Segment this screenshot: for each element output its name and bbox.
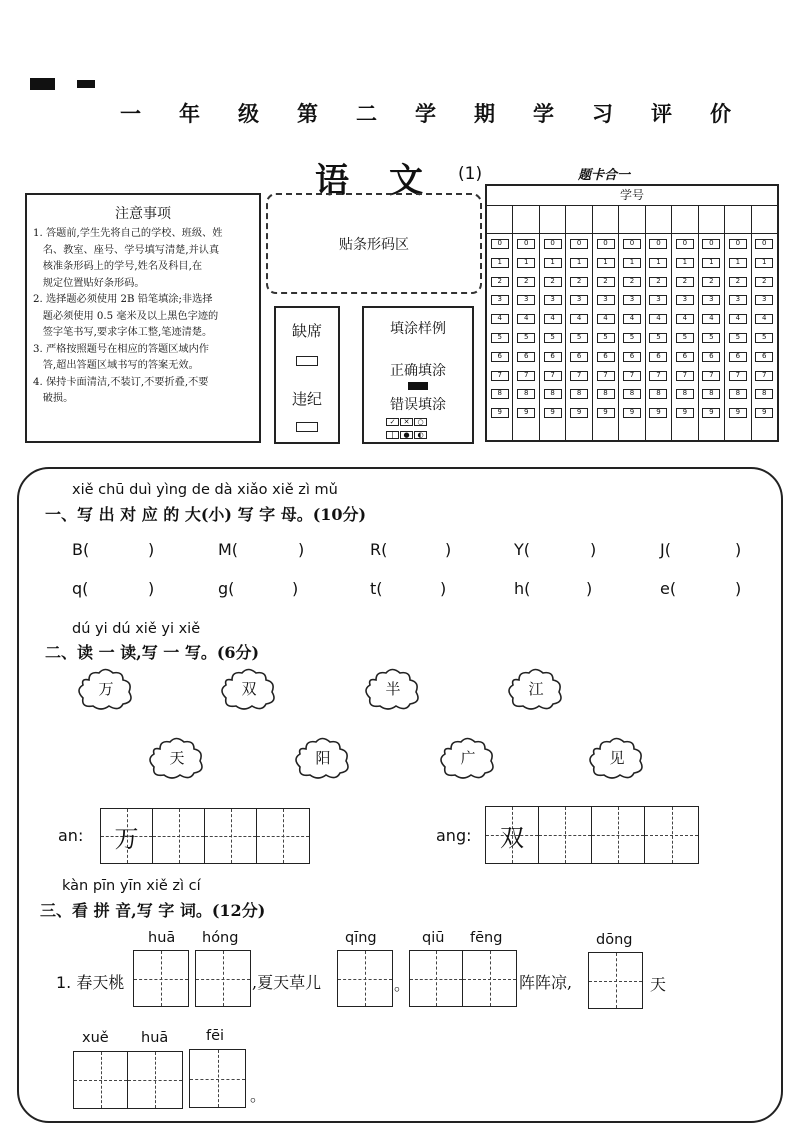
id-bubble-column <box>646 234 672 440</box>
id-bubble-column <box>752 234 777 440</box>
id-digit-bubble[interactable]: 3 <box>623 295 641 305</box>
writing-cell[interactable] <box>128 1052 182 1108</box>
id-digit-bubble[interactable]: 3 <box>597 295 615 305</box>
q1-item: J( <box>660 540 671 559</box>
student-id-grid <box>485 184 779 442</box>
writing-grid-xuehua <box>73 1051 183 1109</box>
cloud-char: 见 <box>609 749 625 767</box>
q1-item: e( <box>660 579 677 598</box>
q1-item: Y( <box>514 540 531 559</box>
id-bubble-column <box>566 234 592 440</box>
id-digit-bubble[interactable]: 9 <box>570 408 588 418</box>
writing-cell[interactable] <box>338 951 392 1006</box>
q3-text: ,夏天草儿 <box>252 973 322 992</box>
id-digit-bubble[interactable]: 3 <box>544 295 562 305</box>
id-digit-bubble[interactable]: 0 <box>597 239 615 249</box>
correct-fill-mark <box>408 382 428 390</box>
student-id-title: 学号 <box>487 186 777 206</box>
corner-mark-left <box>30 78 55 90</box>
sample-title: 填涂样例 <box>390 321 446 337</box>
pinyin-hint: dōng <box>596 932 633 948</box>
notice-line: 3. 严格按照题号在相应的答题区域内作 <box>33 343 209 355</box>
writing-grid-qiufeng <box>409 950 517 1007</box>
id-digit-bubble[interactable]: 3 <box>517 295 535 305</box>
pinyin-hint: fēi <box>206 1028 225 1044</box>
notice-line: 破损。 <box>33 393 74 404</box>
id-digit-bubble[interactable]: 1 <box>676 258 694 268</box>
writing-cell[interactable] <box>74 1052 128 1108</box>
cloud-card <box>146 737 208 779</box>
id-digit-bubble[interactable]: 9 <box>544 408 562 418</box>
id-digit-bubble[interactable]: 6 <box>491 352 509 362</box>
correct-fill-label: 正确填涂 <box>390 363 446 379</box>
id-bubble-column <box>672 234 698 440</box>
q1-item: B( <box>72 540 90 559</box>
pinyin-hint: fēng <box>470 930 503 946</box>
half-mark-icon: ◐ <box>414 431 427 439</box>
pinyin-hint: huā <box>141 1030 169 1046</box>
id-digit-bubble[interactable]: 8 <box>649 389 667 399</box>
id-bubble-column <box>513 234 539 440</box>
id-digit-bubble[interactable]: 9 <box>702 408 720 418</box>
id-digit-bubble[interactable]: 4 <box>649 314 667 324</box>
id-digit-bubble[interactable]: 5 <box>755 333 773 343</box>
id-digit-bubble[interactable]: 1 <box>570 258 588 268</box>
id-digit-bubble[interactable]: 3 <box>676 295 694 305</box>
wrong-fill-label: 错误填涂 <box>390 397 446 413</box>
id-digit-bubble[interactable]: 8 <box>676 389 694 399</box>
id-digit-bubble[interactable]: 9 <box>623 408 641 418</box>
id-digit-bubble[interactable]: 1 <box>649 258 667 268</box>
cloud-card <box>362 668 424 710</box>
q2-pinyin: dú yi dú xiě yi xiě <box>72 621 201 637</box>
id-digit-bubble[interactable]: 0 <box>649 239 667 249</box>
id-bubble-column <box>699 234 725 440</box>
writing-cell: 双 <box>486 807 539 863</box>
id-digit-bubble[interactable]: 1 <box>623 258 641 268</box>
id-digit-bubble[interactable]: 7 <box>597 371 615 381</box>
q1-close: ) <box>292 579 299 598</box>
barcode-label: 贴条形码区 <box>339 236 409 253</box>
id-write-cell[interactable] <box>725 206 751 233</box>
cloud-card <box>292 737 354 779</box>
violation-label: 违纪 <box>291 390 322 408</box>
id-digit-bubble[interactable]: 5 <box>702 333 720 343</box>
id-digit-bubble[interactable]: 9 <box>676 408 694 418</box>
writing-cell[interactable] <box>190 1050 245 1107</box>
id-digit-bubble[interactable]: 8 <box>544 389 562 399</box>
q1-item: g( <box>218 579 235 598</box>
an-writing-grid <box>100 808 310 864</box>
id-write-cell[interactable] <box>752 206 777 233</box>
cloud-char: 半 <box>385 680 401 698</box>
subject-number: (1) <box>458 164 483 184</box>
q1-close: ) <box>298 540 305 559</box>
id-digit-bubble[interactable]: 7 <box>676 371 694 381</box>
writing-cell[interactable] <box>205 809 257 863</box>
notice-line: 规定位置贴好条形码。 <box>33 277 145 289</box>
absent-checkbox[interactable] <box>296 356 318 366</box>
q1-close: ) <box>586 579 593 598</box>
id-digit-bubble[interactable]: 1 <box>597 258 615 268</box>
id-digit-bubble[interactable]: 8 <box>755 389 773 399</box>
id-digit-bubble[interactable]: 4 <box>491 314 509 324</box>
id-bubble-column <box>487 234 513 440</box>
pinyin-hint: huā <box>148 930 176 946</box>
id-write-cell[interactable] <box>619 206 645 233</box>
id-digit-bubble[interactable]: 9 <box>649 408 667 418</box>
q1-item: R( <box>370 540 388 559</box>
writing-cell[interactable] <box>134 951 188 1006</box>
q3-text: 。 <box>250 1086 267 1105</box>
id-digit-bubble[interactable]: 8 <box>623 389 641 399</box>
cloud-char: 江 <box>528 680 544 698</box>
cloud-card <box>75 668 137 710</box>
id-digit-bubble[interactable]: 7 <box>570 371 588 381</box>
writing-cell[interactable] <box>589 953 642 1008</box>
absence-box <box>274 306 340 444</box>
id-digit-bubble[interactable]: 6 <box>702 352 720 362</box>
id-digit-bubble[interactable]: 9 <box>517 408 535 418</box>
id-bubble-column <box>725 234 751 440</box>
barcode-area[interactable] <box>266 193 482 294</box>
id-digit-bubble[interactable]: 1 <box>544 258 562 268</box>
id-write-cell[interactable] <box>672 206 698 233</box>
id-digit-bubble[interactable]: 0 <box>755 239 773 249</box>
writing-cell[interactable] <box>257 809 309 863</box>
id-write-cell[interactable] <box>566 206 592 233</box>
cloud-char: 双 <box>241 680 257 698</box>
id-digit-bubble[interactable]: 4 <box>597 314 615 324</box>
pinyin-hint: qīng <box>345 930 377 946</box>
writing-grid-hua <box>133 950 189 1007</box>
id-digit-bubble[interactable]: 8 <box>702 389 720 399</box>
q3-text: 天 <box>650 975 667 994</box>
wrong-fill-examples-2 <box>386 427 428 443</box>
q1-title: 一、写 出 对 应 的 大(小) 写 字 母。(10分) <box>45 505 367 524</box>
cloud-char: 万 <box>98 680 114 698</box>
ang-label: ang: <box>436 826 472 845</box>
id-digit-bubble[interactable]: 5 <box>649 333 667 343</box>
id-digit-bubble[interactable]: 0 <box>729 239 747 249</box>
q3-title: 三、看 拼 音,写 字 词。(12分) <box>40 901 266 920</box>
notice-line: 1. 答题前,学生先将自己的学校、班级、姓 <box>33 228 223 239</box>
q1-close: ) <box>148 540 155 559</box>
id-digit-bubble[interactable]: 6 <box>544 352 562 362</box>
id-bubble-column <box>593 234 619 440</box>
circle-mark-icon: ○ <box>414 418 427 426</box>
id-digit-bubble[interactable]: 5 <box>517 333 535 343</box>
writing-grid-dong <box>588 952 643 1009</box>
writing-cell[interactable] <box>196 951 250 1006</box>
dot-mark-icon: ● <box>400 431 413 439</box>
student-id-write-row <box>487 206 777 234</box>
notice-line: 签字笔书写,要求字体工整,笔迹清楚。 <box>33 327 213 338</box>
id-digit-bubble[interactable]: 4 <box>702 314 720 324</box>
pinyin-hint: hóng <box>202 930 239 946</box>
q1-item: h( <box>514 579 531 598</box>
id-digit-bubble[interactable]: 8 <box>597 389 615 399</box>
id-digit-bubble[interactable]: 3 <box>702 295 720 305</box>
cloud-card <box>437 737 499 779</box>
writing-cell[interactable] <box>592 807 645 863</box>
id-digit-bubble[interactable]: 9 <box>597 408 615 418</box>
id-digit-bubble[interactable]: 8 <box>491 389 509 399</box>
cloud-char: 广 <box>460 749 476 767</box>
q1-close: ) <box>735 579 742 598</box>
id-write-cell[interactable] <box>593 206 619 233</box>
an-label: an: <box>58 826 84 845</box>
writing-cell[interactable] <box>410 951 463 1006</box>
q1-item: t( <box>370 579 383 598</box>
check-mark-icon: ✓ <box>386 418 399 426</box>
id-digit-bubble[interactable]: 5 <box>544 333 562 343</box>
id-digit-bubble[interactable]: 7 <box>729 371 747 381</box>
id-digit-bubble[interactable]: 8 <box>517 389 535 399</box>
id-digit-bubble[interactable]: 0 <box>702 239 720 249</box>
notice-box <box>25 193 261 443</box>
id-write-cell[interactable] <box>540 206 566 233</box>
writing-cell[interactable] <box>539 807 592 863</box>
id-digit-bubble[interactable]: 8 <box>570 389 588 399</box>
id-digit-bubble[interactable]: 9 <box>755 408 773 418</box>
student-id-bubbles <box>487 234 777 440</box>
id-digit-bubble[interactable]: 4 <box>517 314 535 324</box>
id-digit-bubble[interactable]: 0 <box>623 239 641 249</box>
id-digit-bubble[interactable]: 6 <box>517 352 535 362</box>
q1-pinyin: xiě chū duì yìng de dà xiǎo xiě zì mǔ <box>72 482 338 498</box>
writing-cell[interactable] <box>463 951 516 1006</box>
id-digit-bubble[interactable]: 3 <box>729 295 747 305</box>
q1-close: ) <box>440 579 447 598</box>
pinyin-hint: qiū <box>422 930 445 946</box>
notice-line: 答,超出答题区域书写的答案无效。 <box>33 360 199 371</box>
cloud-card <box>586 737 648 779</box>
id-digit-bubble[interactable]: 6 <box>597 352 615 362</box>
id-digit-bubble[interactable]: 2 <box>570 277 588 287</box>
id-digit-bubble[interactable]: 1 <box>755 258 773 268</box>
id-digit-bubble[interactable]: 5 <box>597 333 615 343</box>
id-digit-bubble[interactable]: 8 <box>729 389 747 399</box>
id-digit-bubble[interactable]: 3 <box>491 295 509 305</box>
id-digit-bubble[interactable]: 5 <box>491 333 509 343</box>
id-digit-bubble[interactable]: 2 <box>649 277 667 287</box>
id-digit-bubble[interactable]: 4 <box>729 314 747 324</box>
notice-line: 核准条形码上的学号,姓名及科目,在 <box>33 261 203 272</box>
q1-item: q( <box>72 579 89 598</box>
subject-title: 语文 <box>315 161 463 201</box>
id-digit-bubble[interactable]: 4 <box>544 314 562 324</box>
question-panel <box>17 467 783 1123</box>
id-digit-bubble[interactable]: 0 <box>544 239 562 249</box>
id-digit-bubble[interactable]: 7 <box>649 371 667 381</box>
id-bubble-column <box>540 234 566 440</box>
cloud-card <box>505 668 567 710</box>
notice-line: 题必须使用 0.5 毫米及以上黑色字迹的 <box>33 310 219 322</box>
q3-pinyin: kàn pīn yīn xiě zì cí <box>62 878 201 894</box>
notice-line: 2. 选择题必须使用 2B 铅笔填涂;非选择 <box>33 294 213 305</box>
id-write-cell[interactable] <box>646 206 672 233</box>
id-digit-bubble[interactable]: 1 <box>491 258 509 268</box>
id-digit-bubble[interactable]: 6 <box>729 352 747 362</box>
id-digit-bubble[interactable]: 4 <box>676 314 694 324</box>
q1-close: ) <box>590 540 597 559</box>
cloud-char: 天 <box>169 749 185 767</box>
id-digit-bubble[interactable]: 7 <box>517 371 535 381</box>
id-digit-bubble[interactable]: 5 <box>570 333 588 343</box>
id-digit-bubble[interactable]: 3 <box>649 295 667 305</box>
writing-cell: 万 <box>101 809 153 863</box>
id-write-cell[interactable] <box>513 206 539 233</box>
card-label: 题卡合一 <box>578 168 631 183</box>
q3-text: 。 <box>394 975 411 994</box>
id-digit-bubble[interactable]: 6 <box>755 352 773 362</box>
line-mark-icon: | <box>386 431 399 439</box>
id-digit-bubble[interactable]: 2 <box>702 277 720 287</box>
q3-text: 阵阵凉, <box>519 973 573 992</box>
id-digit-bubble[interactable]: 2 <box>676 277 694 287</box>
notice-line: 名、教室、座号、学号填写清楚,并认真 <box>33 244 220 256</box>
fill-sample-box <box>362 306 474 444</box>
id-digit-bubble[interactable]: 1 <box>517 258 535 268</box>
writing-grid-fei <box>189 1049 246 1108</box>
id-digit-bubble[interactable]: 6 <box>649 352 667 362</box>
id-digit-bubble[interactable]: 2 <box>597 277 615 287</box>
q3-item-start: 1. 春天桃 <box>56 973 125 992</box>
id-digit-bubble[interactable]: 0 <box>676 239 694 249</box>
notice-line: 4. 保持卡面清洁,不装订,不要折叠,不要 <box>33 376 209 388</box>
id-digit-bubble[interactable]: 9 <box>491 408 509 418</box>
writing-cell[interactable] <box>645 807 698 863</box>
absent-label: 缺席 <box>291 322 322 340</box>
id-digit-bubble[interactable]: 2 <box>755 277 773 287</box>
id-digit-bubble[interactable]: 4 <box>623 314 641 324</box>
corner-mark-right <box>77 80 95 88</box>
id-digit-bubble[interactable]: 6 <box>570 352 588 362</box>
id-digit-bubble[interactable]: 7 <box>755 371 773 381</box>
id-digit-bubble[interactable]: 2 <box>729 277 747 287</box>
id-digit-bubble[interactable]: 2 <box>623 277 641 287</box>
cross-mark-icon: ✕ <box>400 418 413 426</box>
q2-title: 二、读 一 读,写 一 写。(6分) <box>45 643 260 662</box>
id-digit-bubble[interactable]: 4 <box>755 314 773 324</box>
id-digit-bubble[interactable]: 1 <box>702 258 720 268</box>
writing-cell[interactable] <box>153 809 205 863</box>
violation-checkbox[interactable] <box>296 422 318 432</box>
id-digit-bubble[interactable]: 2 <box>544 277 562 287</box>
id-digit-bubble[interactable]: 2 <box>517 277 535 287</box>
id-digit-bubble[interactable]: 9 <box>729 408 747 418</box>
notice-title: 注意事项 <box>115 206 171 222</box>
id-digit-bubble[interactable]: 4 <box>570 314 588 324</box>
q1-close: ) <box>148 579 155 598</box>
id-digit-bubble[interactable]: 7 <box>491 371 509 381</box>
id-digit-bubble[interactable]: 3 <box>755 295 773 305</box>
id-digit-bubble[interactable]: 0 <box>491 239 509 249</box>
id-digit-bubble[interactable]: 6 <box>623 352 641 362</box>
id-digit-bubble[interactable]: 0 <box>517 239 535 249</box>
q1-item: M( <box>218 540 239 559</box>
id-digit-bubble[interactable]: 5 <box>676 333 694 343</box>
id-digit-bubble[interactable]: 7 <box>702 371 720 381</box>
id-digit-bubble[interactable]: 5 <box>729 333 747 343</box>
id-bubble-column <box>619 234 645 440</box>
q1-close: ) <box>445 540 452 559</box>
q1-close: ) <box>735 540 742 559</box>
id-digit-bubble[interactable]: 3 <box>570 295 588 305</box>
cloud-char: 阳 <box>315 749 331 767</box>
id-digit-bubble[interactable]: 2 <box>491 277 509 287</box>
id-write-cell[interactable] <box>699 206 725 233</box>
page-title: 一年级第二学期学习评价 <box>120 101 769 126</box>
id-write-cell[interactable] <box>487 206 513 233</box>
pinyin-hint: xuě <box>82 1030 109 1046</box>
id-digit-bubble[interactable]: 6 <box>676 352 694 362</box>
id-digit-bubble[interactable]: 7 <box>544 371 562 381</box>
cloud-card <box>218 668 280 710</box>
id-digit-bubble[interactable]: 0 <box>570 239 588 249</box>
id-digit-bubble[interactable]: 7 <box>623 371 641 381</box>
writing-grid-hong <box>195 950 251 1007</box>
ang-writing-grid <box>485 806 699 864</box>
id-digit-bubble[interactable]: 1 <box>729 258 747 268</box>
id-digit-bubble[interactable]: 5 <box>623 333 641 343</box>
writing-grid-qing <box>337 950 393 1007</box>
